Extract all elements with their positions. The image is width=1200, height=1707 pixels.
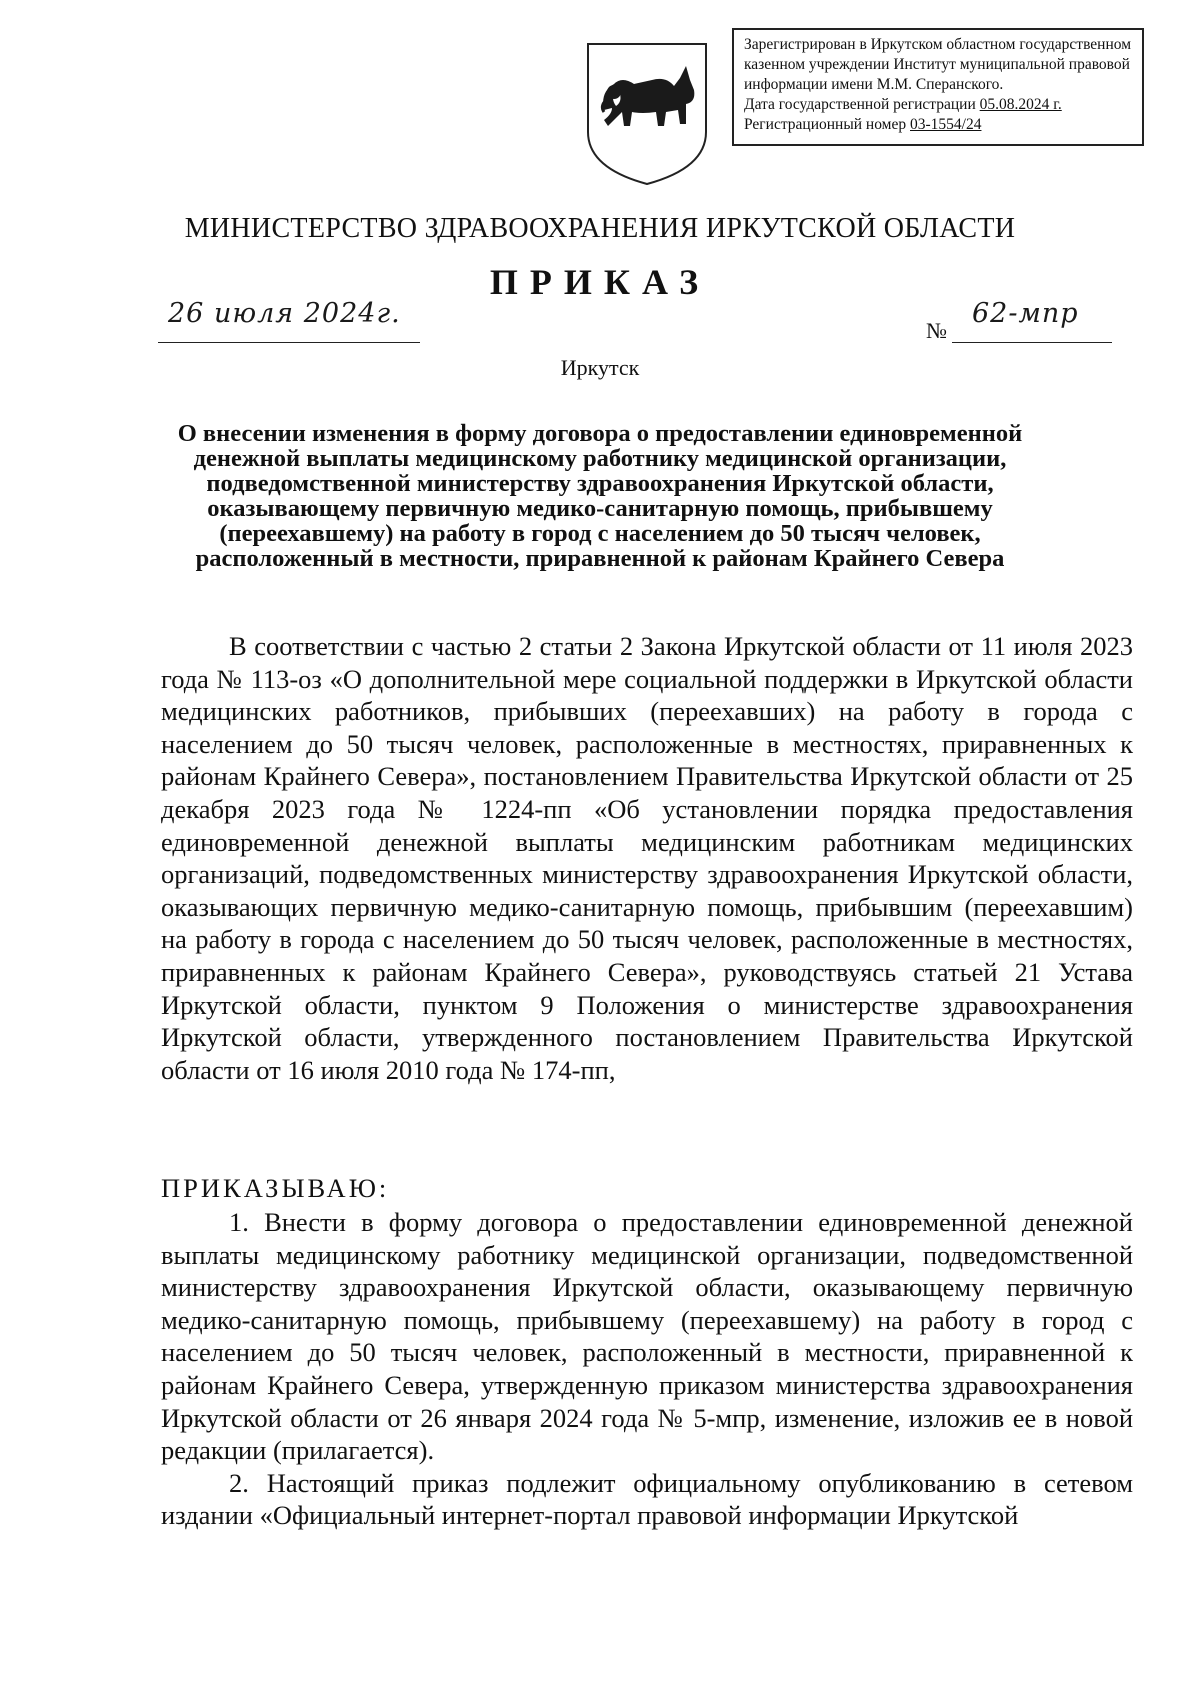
city: Иркутск bbox=[560, 355, 640, 380]
document-title: О внесении изменения в форму договора о предоставлении единовременной денежной выплаты медицинскому работнику медицинской организации, подведомственной министерству здравоохранения Иркутской области, оказывающему первичную медико-санитарную помощь, прибывшему (переехавшему) на работу в город с населением до 50 тысяч человек, расположенный в местности, приравненной к районам Крайнего Севера bbox=[177, 420, 1023, 572]
order-items bbox=[161, 1206, 1133, 1532]
registration-line-2: казенном учреждении Институт муниципальной правовой bbox=[744, 56, 1130, 73]
handwritten-number: 62-мпр bbox=[972, 298, 1079, 329]
registration-stamp bbox=[732, 28, 1144, 146]
registration-line-1: Зарегистрирован в Иркутском областном государственном bbox=[744, 36, 1132, 53]
order-item-1: 1. Внести в форму договора о предоставлении единовременной денежной выплаты медицинскому работнику медицинской организации, подведомственной министерству здравоохранения Иркутской области, оказывающему первичную медико-санитарную помощь, прибывшему (переехавшему) на работу в город с населением до 50 тысяч человек, расположенный в местности, приравненной к районам Крайнего Севера, утвержденную приказом министерства здравоохранения Иркутской области от 26 января 2024 года № 5-мпр, изменение, изложив ее в новой редакции (прилагается). bbox=[161, 1207, 1133, 1466]
number-label: № bbox=[926, 318, 947, 343]
ministry-name: МИНИСТЕРСТВО ЗДРАВООХРАНЕНИЯ ИРКУТСКОЙ ОБЛАСТИ bbox=[184, 213, 1016, 244]
document-type: ПРИКАЗ bbox=[489, 262, 711, 302]
preamble-paragraph: В соответствии с частью 2 статьи 2 Закона Иркутской области от 11 июля 2023 года № 113-оз «О дополнительной мере социальной поддержки в Иркутской области медицинских работников, прибывших (переехавших) на работу в города с населением до 50 тысяч человек, расположенные в местностях, приравненных к районам Крайнего Севера», постановлением Правительства Иркутской области от 25 декабря 2023 года № 1224-пп «Об установлении порядка предоставления единовременной денежной выплаты медицинским работникам медицинских организаций, подведомственных министерству здравоохранения Иркутской области, оказывающих первичную медико-санитарную помощь, прибывшим (переехавшим) на работу в города с населением до 50 тысяч человек, расположенные в местностях, приравненных к районам Крайнего Севера», руководствуясь статьей 21 Устава Иркутской области, пунктом 9 Положения о министерстве здравоохранения Иркутской области, утвержденного постановлением Правительства Иркутской области от 16 июля 2010 года № 174-пп, bbox=[161, 631, 1133, 1085]
registration-date: Дата государственной регистрации 05.08.2024 г. bbox=[744, 96, 1062, 113]
registration-line-3: информации имени М.М. Сперанского. bbox=[744, 76, 1004, 93]
order-item-2: 2. Настоящий приказ подлежит официальному опубликованию в сетевом издании «Официальный интернет-портал правовой информации Иркутской bbox=[161, 1467, 1133, 1531]
preamble-block bbox=[161, 630, 1133, 1086]
registration-number: Регистрационный номер 03-1554/24 bbox=[744, 116, 982, 133]
coat-of-arms-icon bbox=[582, 40, 712, 188]
date-underline bbox=[158, 342, 420, 343]
order-word: ПРИКАЗЫВАЮ: bbox=[161, 1173, 390, 1203]
handwritten-date: 26 июля 2024г. bbox=[168, 298, 401, 329]
number-underline bbox=[952, 342, 1112, 343]
